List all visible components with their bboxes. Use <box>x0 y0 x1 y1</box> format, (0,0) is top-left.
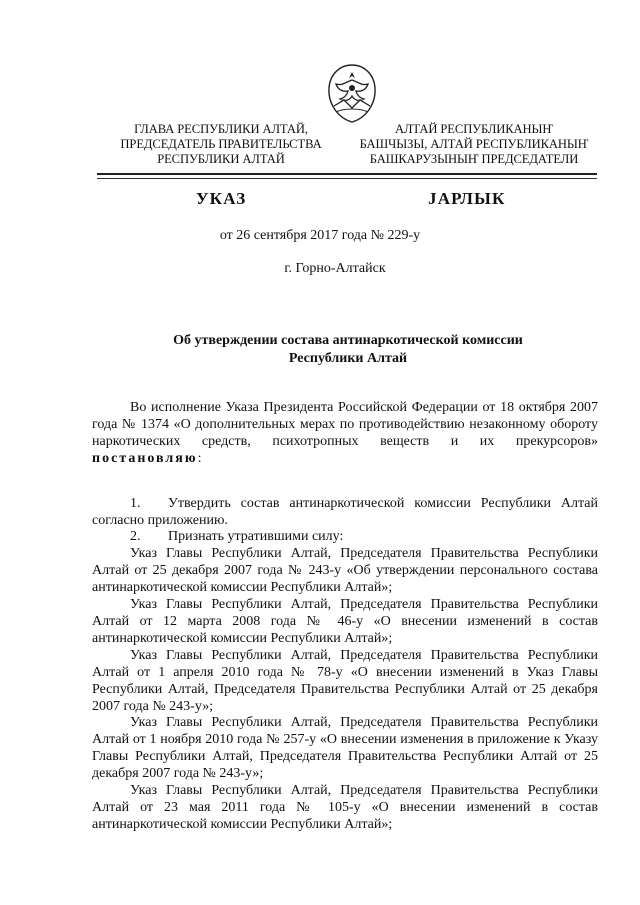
document-title <box>120 332 576 368</box>
repealed-decree: Указ Главы Республики Алтай, Председателя Правительства Республики Алтай от 1 апреля 2010 года № 78-у «О внесении изменений в Указ Главы Республики Алтай, Председателя Правительства Республики Алтай от 25 декабря 2007 года № 243-у»; <box>92 647 598 714</box>
clause-text: Утвердить состав антинаркотической комиссии Республики Алтай согласно приложению. <box>92 495 598 528</box>
title-line: Об утверждении состава антинаркотической комиссии <box>173 333 523 348</box>
intro-paragraph <box>92 400 598 468</box>
header-left-line: РЕСПУБЛИКИ АЛТАЙ <box>157 152 285 166</box>
decree-colon: : <box>197 450 202 466</box>
clause-number: 2. <box>130 529 141 545</box>
header-divider-thin <box>97 178 597 179</box>
issuer-header-altai <box>354 122 594 167</box>
decree-word: постановляю <box>92 450 198 466</box>
repealed-decree: Указ Главы Республики Алтай, Председателя Правительства Республики Алтай от 25 декабря 2007 года № 243-у «Об утверждении персонального состава антинаркотической комиссии Республики Алтай»; <box>92 546 598 596</box>
coat-of-arms-emblem-icon <box>322 62 382 124</box>
intro-text: Во исполнение Указа Президента Российской Федерации от 18 октября 2007 года № 1374 «О дополнительных мерах по противодействию незаконному обороту наркотических средств, психотропных веществ и их прекурсоров» <box>92 400 598 449</box>
repealed-decree: Указ Главы Республики Алтай, Председателя Правительства Республики Алтай от 12 марта 2008 года № 46-у «О внесении изменений в состав антинаркотической комиссии Республики Алтай»; <box>92 597 598 646</box>
repealed-decree: Указ Главы Республики Алтай, Председателя Правительства Республики Алтай от 23 мая 2011 года № 105-у «О внесении изменений в состав антинаркотической комиссии Республики Алтай»; <box>92 783 598 832</box>
header-right-line: БАШКАРУЗЫНЫҤ ПРЕДСЕДАТЕЛИ <box>369 152 579 166</box>
clause-number: 1. <box>130 495 141 511</box>
header-left-line: ГЛАВА РЕСПУБЛИКИ АЛТАЙ, <box>134 122 308 136</box>
header-left-line: ПРЕДСЕДАТЕЛЬ ПРАВИТЕЛЬСТВА <box>120 137 322 151</box>
header-right-line: БАШЧЫЗЫ, АЛТАЙ РЕСПУБЛИКАНЫҤ <box>359 137 589 151</box>
clause-2 <box>92 529 598 546</box>
repealed-decree: Указ Главы Республики Алтай, Председателя Правительства Республики Алтай от 1 ноября 2010 года № 257-у «О внесении изменения в приложение к Указу Главы Республики Алтай, Председателя Правительства Республики Алтай от 25 декабря 2007 года № 243-у»; <box>92 715 598 782</box>
clause-1 <box>92 496 598 530</box>
title-line: Республики Алтай <box>288 351 408 366</box>
header-divider-thick <box>97 173 597 175</box>
document-type-russian: УКАЗ <box>196 189 247 208</box>
document-type-altai: JАРЛЫК <box>428 189 506 208</box>
document-city: г. Горно-Алтайск <box>284 261 386 276</box>
document-body <box>92 400 598 834</box>
header-right-line: АЛТАЙ РЕСПУБЛИКАНЫҤ <box>394 122 554 136</box>
issuer-header-russian <box>112 122 330 167</box>
document-date-number: от 26 сентября 2017 года № 229-у <box>219 228 421 243</box>
clause-text: Признать утратившими силу: <box>168 529 344 545</box>
